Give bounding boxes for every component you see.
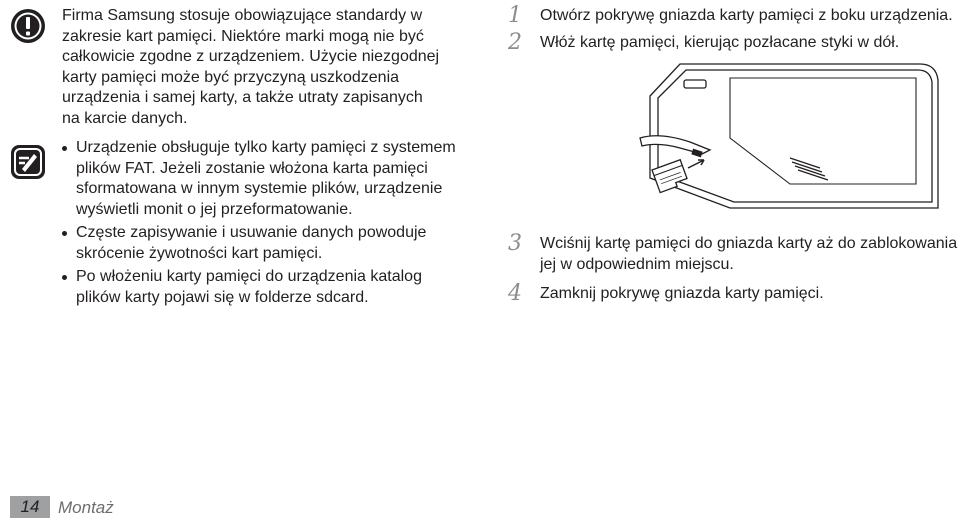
note-item: Częste zapisywanie i usuwanie danych powoduje skrócenie żywotności kart pamięci. <box>62 223 462 264</box>
notes-list <box>62 138 462 311</box>
note-item: Po włożeniu karty pamięci do urządzenia katalog plików karty pojawi się w folderze sdcard. <box>62 267 462 308</box>
step-text: Włóż kartę pamięci, kierując pozłacane styki w dół. <box>540 34 900 51</box>
warning-icon <box>10 8 46 44</box>
note-item: Urządzenie obsługuje tylko karty pamięci z systemem plików FAT. Jeżeli zostanie włożona karta pamięci sformatowana w innym systemie plików, urządzenie wyświetli monit o jej przeformatowanie. <box>62 138 462 220</box>
step-number: 2 <box>508 30 522 55</box>
step-number: 4 <box>508 281 522 306</box>
warning-text: Firma Samsung stosuje obowiązujące standardy w zakresie kart pamięci. Niektóre marki mogą nie być całkowicie zgodne z urządzeniem. Użycie niezgodnej karty pamięci może być przyczyną uszkodzenia urządzenia i samej karty, a także utraty zapisanych na karcie danych. <box>62 7 440 127</box>
step-number: 3 <box>508 231 522 256</box>
step-text: Zamknij pokrywę gniazda karty pamięci. <box>540 285 824 302</box>
section-title: Montaż <box>58 498 114 517</box>
note-icon <box>10 144 46 180</box>
memory-card-insertion-illustration <box>620 58 940 238</box>
step-text: Otwórz pokrywę gniazda karty pamięci z boku urządzenia. <box>540 7 953 24</box>
step-text: Wciśnij kartę pamięci do gniazda karty aż do zablokowania jej w odpowiednim miejscu. <box>540 235 958 273</box>
step-number: 1 <box>508 3 522 28</box>
page-number: 14 <box>10 496 50 518</box>
